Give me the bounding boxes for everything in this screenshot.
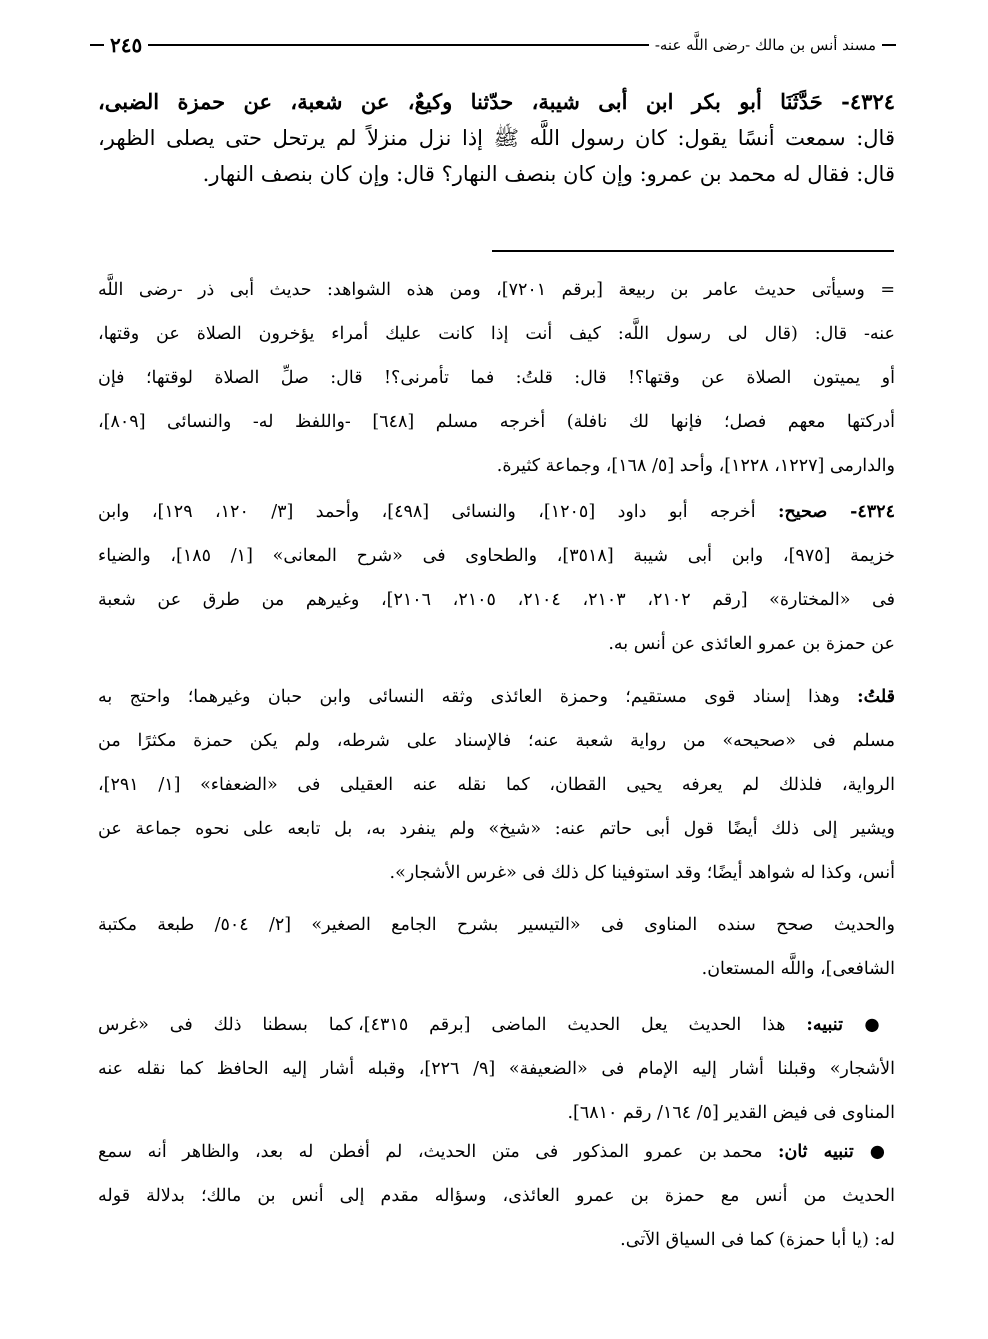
footnote-line: الأشجار» وقبلنا أشار إليه الإمام فى «الضعيفة» [٩/ ٢٢٦]، وقبله أشار إليه الحافظ كما نقله عنه xyxy=(98,1059,895,1079)
commentary-paragraph xyxy=(98,675,895,895)
header-rule xyxy=(148,44,649,46)
hadith-line-text: حَدَّثَنَا أبو بكر ابن أبى شيبة، حدّثنا وكيعٌ، عن شعبة، عن حمزة الضبى، xyxy=(98,89,823,114)
footnote-text: هذا الحديث يعل الحديث الماضى [برقم ٤٣١٥]، كما بسطنا ذلك فى «غرس xyxy=(98,1015,786,1035)
footnote-label: ٤٣٢٤- صحيح: xyxy=(777,502,895,522)
header-rule xyxy=(882,44,896,46)
footnote-line: مسلم فى «صحيحه» من رواية شعبة عنه؛ فالإسناد على شرطه، ولم يكن حمزة مكثرًا من xyxy=(98,731,895,751)
footnote-line: أو يميتون الصلاة عن وقتها؟! قال: قلتُ: فما تأمرنى؟! قال: صلِّ الصلاة لوقتها؛ فإن xyxy=(98,368,895,388)
footnote-line: له: (يا أبا حمزة) كما فى السياق الآتى. xyxy=(620,1230,895,1250)
note-paragraph xyxy=(98,1003,895,1135)
footnote-line: أنس، وكذا له شواهد أيضًا؛ وقد استوفينا كل ذلك فى «غرس الأشجار». xyxy=(389,863,895,883)
footnote-text: أخرجه أبو داود [١٢٠٥]، والنسائى [٤٩٨]، وأحمد [٣/ ١٢٠، ١٢٩]، وابن xyxy=(98,502,756,522)
authentication-paragraph xyxy=(98,903,895,991)
footnote-line: عن حمزة بن عمرو العائذى عن أنس به. xyxy=(608,634,895,654)
footnote-line: = وسيأتى حديث عامر بن ربيعة [برقم ٧٢٠١]، ومن هذه الشواهد: حديث أبى ذر -رضى اللَّه xyxy=(98,280,895,300)
footnote-line: عنه- قال: (قال لى رسول اللَّه: كيف أنت إذا كانت عليك أمراء يؤخرون الصلاة عن وقتها، xyxy=(98,324,895,344)
hadith-line: قال: سمعت أنسًا يقول: كان رسول اللَّه ﷺ إذا نزل منزلاً لم يرتحل حتى يصلى الظهر، xyxy=(98,126,895,150)
footnote-continuation xyxy=(98,268,895,488)
footnote-line: الشافعى]، واللَّه المستعان. xyxy=(701,959,895,979)
footnote-line: ويشير إلى ذلك أيضًا قول أبى حاتم عنه: «شيخ» ولم ينفرد به، بل تابعه على نحوه جماعة عن xyxy=(98,819,895,839)
second-note-paragraph xyxy=(98,1130,895,1262)
footnote-label: قلتُ: xyxy=(857,687,895,707)
hadith-line: قال: فقال له محمد بن عمرو: وإن كان بنصف النهار؟ قال: وإن كان بنصف النهار. xyxy=(202,162,895,186)
footnote-line: الرواية، فلذلك لم يعرفه يحيى القطان، كما نقله عنه العقيلى فى «الضعفاء» [١/ ٢٩١]، xyxy=(98,775,895,795)
footnote-line xyxy=(98,490,895,534)
footnote-line: فى «المختارة» [رقم ٢١٠٢، ٢١٠٣، ٢١٠٤، ٢١٠٥، ٢١٠٦]، وغيرهم من طرق عن شعبة xyxy=(98,590,895,610)
header-rule xyxy=(90,44,104,46)
running-header xyxy=(90,32,896,58)
footnote-line: خزيمة [٩٧٥]، وابن أبى شيبة [٣٥١٨]، والطحاوى فى «شرح المعانى» [١/ ١٨٥]، والضياء xyxy=(98,546,895,566)
page-number: ٢٤٥ xyxy=(110,33,143,57)
running-title: مسند أنس بن مالك -رضى اللَّه عنه- xyxy=(654,36,876,54)
footnote-text: وهذا إسناد قوى مستقيم؛ وحمزة العائذى وثقه النسائى وابن حبان وغيرهما؛ واحتج به xyxy=(98,687,840,707)
hadith-line xyxy=(98,84,895,120)
hadith-text xyxy=(98,84,895,192)
footnote-line: والحديث صحح سنده المناوى فى «التيسير بشرح الجامع الصغير» [٢/ ٥٠٤/ طبعة مكتبة xyxy=(98,915,895,935)
footnote-line: الحديث من أنس مع حمزة بن عمرو العائذى، وسؤاله مقدم إلى أنس بن مالك؛ بدلالة قوله xyxy=(98,1186,895,1206)
footnote-line xyxy=(98,675,895,719)
footnote-label: ● تنبيه ثان: xyxy=(778,1142,895,1162)
footnote-line xyxy=(98,1003,895,1047)
footnote-text: محمد بن عمرو المذكور فى متن الحديث، لم أفطن له بعد، والظاهر أنه سمع xyxy=(98,1142,763,1162)
takhrij-paragraph xyxy=(98,490,895,666)
footnote-divider xyxy=(492,250,894,252)
footnote-line: المناوى فى فيض القدير [٥/ ١٦٤/ رقم ٦٨١٠]. xyxy=(567,1103,895,1123)
hadith-number: ٤٣٢٤- xyxy=(841,89,895,114)
footnote-label: ● تنبيه: xyxy=(806,1015,895,1035)
footnote-line xyxy=(98,1130,895,1174)
footnote-line: والدارمى [١٢٢٧، ١٢٢٨]، وأحد [٥/ ١٦٨]، وجماعة كثيرة. xyxy=(496,456,895,476)
footnote-line: أدركتها معهم فصل؛ فإنها لك نافلة) أخرجه مسلم [٦٤٨] -واللفظ له- والنسائى [٨٠٩]، xyxy=(98,412,895,432)
